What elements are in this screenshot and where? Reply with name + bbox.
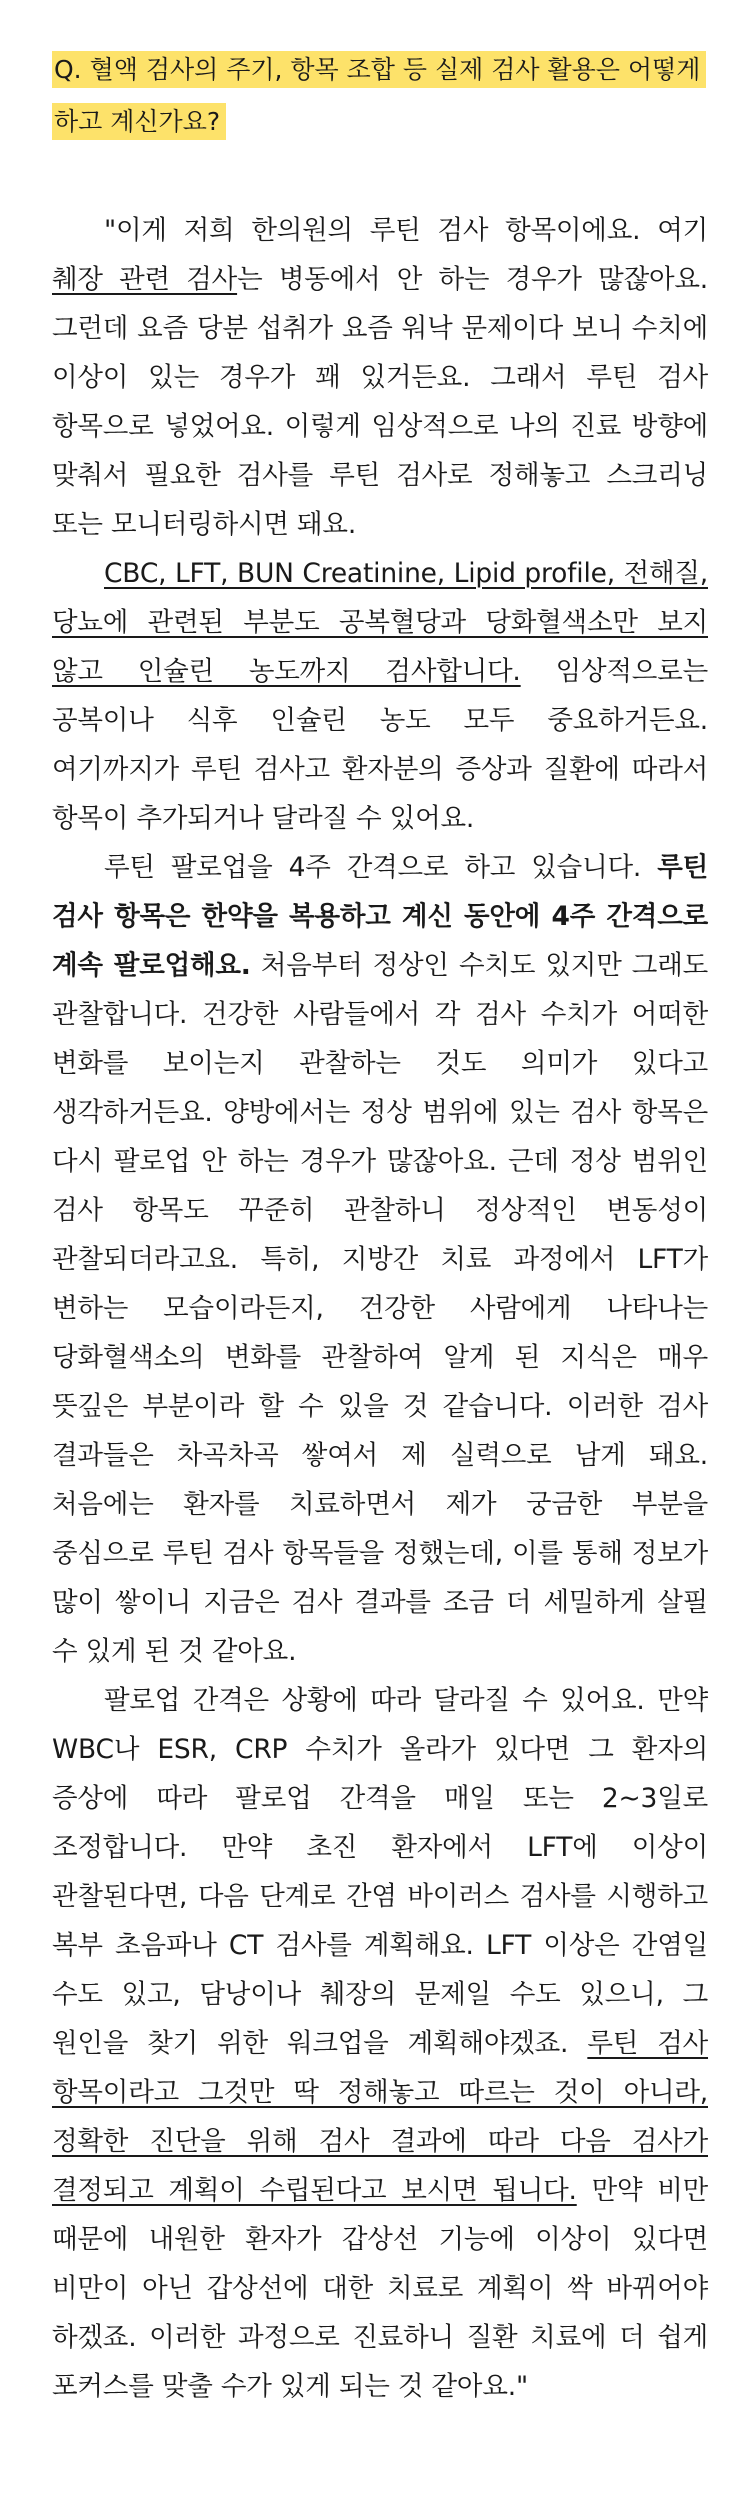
text-run: 처음부터 정상인 수치도 있지만 그래도 관찰합니다. 건강한 사람들에서 각 검사 수치가 어떠한 변화를 보이는지 관찰하는 것도 의미가 있다고 생각하거든요. 양방에서는 정상 범위에 있는 검사 항목은 다시 팔로업 안 하는 경우가 많잖아요. 근데 정상 범위인 검사 항목도 꾸준히 관찰하니 정상적인 변동성이 관찰되더라고요. 특히, 지방간 치료 과정에서 LFT가 변하는 모습이라든지, 건강한 사람에게 나타나는 당화혈색소의 변화를 관찰하여 알게 된 지식은 매우 뜻깊은 부분이라 할 수 있을 것 같습니다. 이러한 검사 결과들은 차곡차곡 쌓여서 제 실력으로 남게 돼요. 처음에는 환자를 치료하면서 제가 궁금한 부분을 중심으로 루틴 검사 항목들을 정했는데, 이를 통해 정보가 많이 쌓이니 지금은 검사 결과를 조금 더 세밀하게 살필 수 있게 된 것 같아요. (52, 950, 708, 1667)
text-run: 루틴 팔로업을 4주 간격으로 하고 있습니다. (104, 852, 658, 883)
question-highlight: Q. 혈액 검사의 주기, 항목 조합 등 실제 검사 활용은 어떻게 하고 계신가요? (52, 51, 706, 140)
question-heading (52, 44, 708, 148)
answer-paragraph-1 (52, 206, 708, 549)
text-run: 만약 비만 때문에 내원한 환자가 갑상선 기능에 이상이 있다면 비만이 아닌 갑상선에 대한 치료로 계획이 싹 바뀌어야 하겠죠. 이러한 과정으로 진료하니 질환 치료에 더 쉽게 포커스를 맞출 수가 있게 되는 것 같아요." (52, 2175, 708, 2402)
text-run: 팔로업 간격은 상황에 따라 달라질 수 있어요. 만약 WBC나 ESR, CRP 수치가 올라가 있다면 그 환자의 증상에 따라 팔로업 간격을 매일 또는 2~3일로 조정합니다. 만약 초진 환자에서 LFT에 이상이 관찰된다면, 다음 단계로 간염 바이러스 검사를 시행하고 복부 초음파나 CT 검사를 계획해요. LFT 이상은 간염일 수도 있고, 담낭이나 췌장의 문제일 수도 있으니, 그 원인을 찾기 위한 워크업을 계획해야겠죠. (52, 1685, 708, 2059)
underlined-text: 췌장 관련 검사 (52, 264, 238, 295)
text-run: "이게 저희 한의원의 루틴 검사 항목이에요. 여기 (104, 215, 708, 246)
underlined-text: CBC, LFT, BUN Creatinine, Lipid profile, 전해질, 당뇨에 관련된 부분도 공복혈당과 당화혈색소만 보지 않고 인슐린 농도까지 검사합니다. (52, 558, 708, 687)
underlined-text: 루틴 검사 항목이라고 그것만 딱 정해놓고 따르는 것이 아니라, 정확한 진단을 위해 검사 결과에 따라 다음 검사가 결정되고 계획이 수립된다고 보시면 됩니다. (52, 2028, 709, 2206)
text-run: 임상적으로는 공복이나 식후 인슐린 농도 모두 중요하거든요. 여기까지가 루틴 검사고 환자분의 증상과 질환에 따라서 항목이 추가되거나 달라질 수 있어요. (52, 656, 708, 834)
bold-text: 루틴 검사 항목은 한약을 복용하고 계신 동안에 4주 간격으로 계속 팔로업해요. (52, 852, 708, 981)
answer-body (52, 206, 708, 2411)
answer-paragraph-2 (52, 549, 708, 843)
answer-paragraph-3 (52, 843, 708, 1676)
answer-paragraph-4 (52, 1676, 708, 2411)
text-run: 는 병동에서 안 하는 경우가 많잖아요. 그런데 요즘 당분 섭취가 요즘 워낙 문제이다 보니 수치에 이상이 있는 경우가 꽤 있거든요. 그래서 루틴 검사 항목으로 넣었어요. 이렇게 임상적으로 나의 진료 방향에 맞춰서 필요한 검사를 루틴 검사로 정해놓고 스크리닝 또는 모니터링하시면 돼요. (52, 264, 708, 540)
